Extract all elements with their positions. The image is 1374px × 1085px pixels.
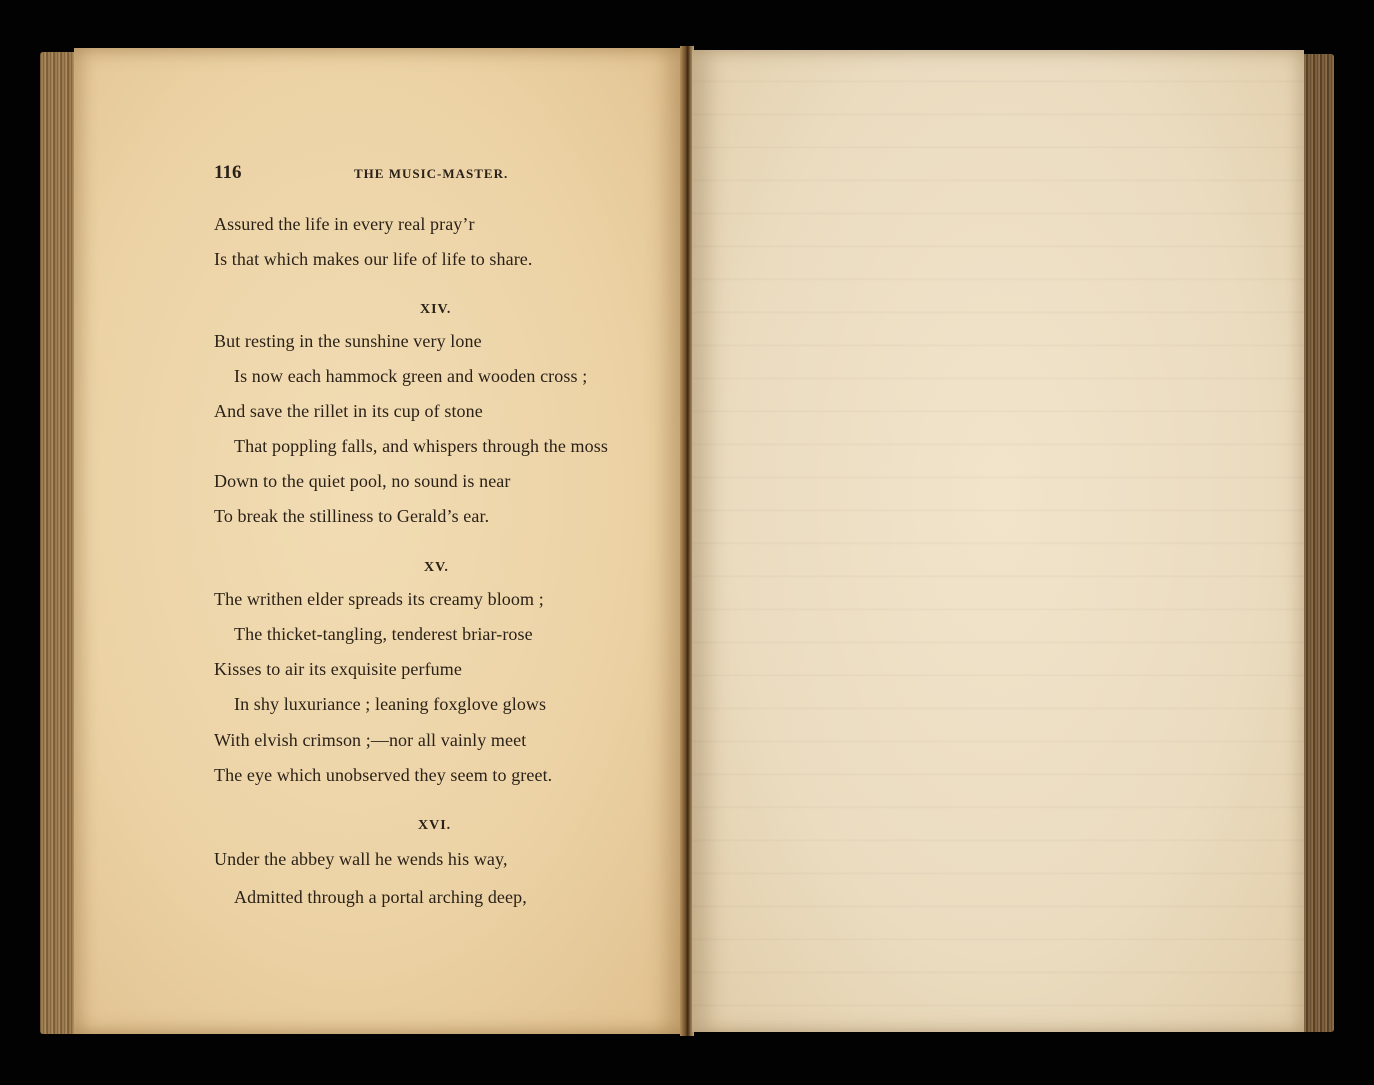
stanza-number: XIV. bbox=[420, 302, 452, 317]
verse-line: With elvish crimson ;—nor all vainly meet bbox=[214, 730, 527, 750]
verse-line: The eye which unobserved they seem to greet. bbox=[214, 765, 553, 785]
verse-line: That poppling falls, and whispers through the moss bbox=[234, 436, 608, 456]
verse-line: And save the rillet in its cup of stone bbox=[214, 401, 483, 421]
left-page bbox=[74, 48, 686, 1034]
verse-line: But resting in the sunshine very lone bbox=[214, 331, 482, 351]
verse-line: In shy luxuriance ; leaning foxglove glows bbox=[234, 694, 547, 714]
page-number: 116 bbox=[214, 162, 242, 183]
verse-line: To break the stilliness to Gerald’s ear. bbox=[214, 506, 490, 526]
verse-line: Is now each hammock green and wooden cross ; bbox=[234, 366, 588, 386]
verse-line: Admitted through a portal arching deep, bbox=[234, 887, 527, 907]
running-title: THE MUSIC-MASTER. bbox=[354, 166, 509, 181]
verse-line: Under the abbey wall he wends his way, bbox=[214, 849, 508, 869]
verse-line: Assured the life in every real pray’r bbox=[214, 214, 475, 234]
right-page-blank bbox=[692, 50, 1304, 1032]
stanza-number: XV. bbox=[424, 560, 449, 575]
show-through-texture bbox=[692, 50, 1304, 1032]
verse-line: The writhen elder spreads its creamy bloom ; bbox=[214, 589, 544, 609]
verse-line: The thicket-tangling, tenderest briar-rose bbox=[234, 624, 533, 644]
stanza-number: XVI. bbox=[418, 818, 452, 833]
verse-line: Is that which makes our life of life to share. bbox=[214, 249, 533, 269]
verse-line: Kisses to air its exquisite perfume bbox=[214, 659, 462, 679]
verse-line: Down to the quiet pool, no sound is near bbox=[214, 471, 511, 491]
right-page-edges bbox=[1300, 54, 1334, 1032]
open-book bbox=[40, 46, 1334, 1040]
page-header bbox=[214, 162, 674, 188]
